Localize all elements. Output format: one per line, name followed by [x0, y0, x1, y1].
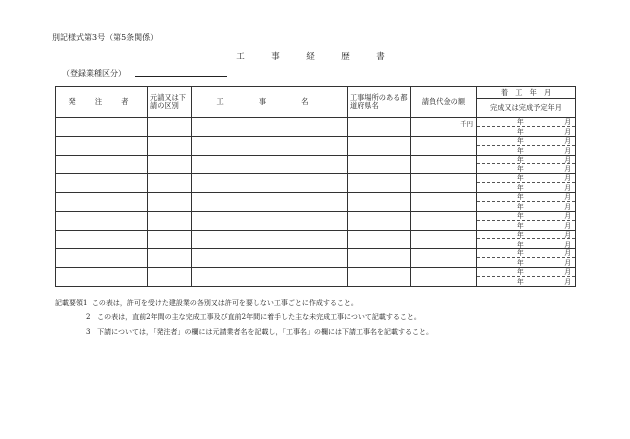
table-body [56, 118, 576, 287]
start-date-line[interactable] [477, 268, 575, 277]
year-label: 年 [517, 278, 524, 287]
year-label: 年 [517, 240, 524, 249]
note-2-text: この表は，直前2年間の主な完成工事及び直前2年間に着手した主な未完成工事について記載すること。 [97, 313, 421, 321]
start-date-line[interactable] [477, 212, 575, 221]
start-date-line[interactable] [477, 174, 575, 183]
table-row [56, 230, 576, 249]
completion-date-line[interactable] [477, 239, 575, 248]
date-cell[interactable] [477, 174, 576, 193]
amount-cell[interactable] [411, 193, 477, 212]
month-label: 月 [564, 127, 571, 136]
location-cell[interactable] [348, 136, 411, 155]
amount-cell[interactable] [411, 118, 477, 137]
year-label: 年 [517, 249, 524, 258]
header-prime-sub: 元請又は下請の区別 [148, 87, 192, 118]
year-label: 年 [517, 259, 524, 268]
client-cell[interactable] [56, 193, 148, 212]
amount-cell[interactable] [411, 136, 477, 155]
year-label: 年 [517, 211, 524, 220]
completion-date-line[interactable] [477, 258, 575, 267]
prime-sub-cell[interactable] [148, 193, 192, 212]
table-row [56, 211, 576, 230]
date-cell[interactable] [477, 249, 576, 268]
amount-cell[interactable] [411, 155, 477, 174]
note-1 [55, 298, 358, 308]
year-label: 年 [517, 136, 524, 145]
table-row [56, 136, 576, 155]
amount-cell[interactable] [411, 268, 477, 287]
note-2 [86, 312, 421, 322]
location-cell[interactable] [348, 211, 411, 230]
location-cell[interactable] [348, 230, 411, 249]
month-label: 月 [564, 230, 571, 239]
month-label: 月 [564, 240, 571, 249]
client-cell[interactable] [56, 230, 148, 249]
form-code: 別記様式第3号（第5条関係） [52, 33, 159, 42]
start-date-line[interactable] [477, 231, 575, 240]
month-label: 月 [564, 136, 571, 145]
year-label: 年 [517, 203, 524, 212]
note-1-text: この表は，許可を受けた建設業の各別又は許可を要しない工事ごとに作成すること。 [91, 299, 358, 307]
month-label: 月 [564, 155, 571, 164]
date-cell[interactable] [477, 230, 576, 249]
start-date-line[interactable] [477, 156, 575, 165]
year-label: 年 [517, 184, 524, 193]
year-label: 年 [517, 165, 524, 174]
work-name-cell[interactable] [192, 193, 348, 212]
client-cell[interactable] [56, 174, 148, 193]
header-work-name: 工 事 名 [192, 87, 348, 118]
prime-sub-cell[interactable] [148, 268, 192, 287]
table-row [56, 268, 576, 287]
completion-date-line[interactable] [477, 146, 575, 155]
completion-date-line[interactable] [477, 127, 575, 136]
table-row [56, 193, 576, 212]
client-cell[interactable] [56, 155, 148, 174]
work-name-cell[interactable] [192, 118, 348, 137]
year-label: 年 [517, 118, 524, 127]
year-label: 年 [517, 268, 524, 277]
month-label: 月 [564, 211, 571, 220]
document-title: 工 事 経 歴 書 [236, 52, 394, 62]
prime-sub-cell[interactable] [148, 136, 192, 155]
category-label: （登録業種区分） [62, 69, 126, 78]
amount-cell[interactable] [411, 249, 477, 268]
start-date-line[interactable] [477, 193, 575, 202]
year-label: 年 [517, 230, 524, 239]
month-label: 月 [564, 184, 571, 193]
client-cell[interactable] [56, 211, 148, 230]
work-name-cell[interactable] [192, 155, 348, 174]
location-cell[interactable] [348, 155, 411, 174]
client-cell[interactable] [56, 268, 148, 287]
month-label: 月 [564, 146, 571, 155]
header-start: 着 工 年 月 [477, 87, 576, 99]
prime-sub-cell[interactable] [148, 230, 192, 249]
location-cell[interactable] [348, 174, 411, 193]
date-cell[interactable] [477, 211, 576, 230]
location-cell[interactable] [348, 249, 411, 268]
date-cell[interactable] [477, 136, 576, 155]
prime-sub-cell[interactable] [148, 118, 192, 137]
prime-sub-cell[interactable] [148, 249, 192, 268]
table-row [56, 155, 576, 174]
date-cell[interactable] [477, 155, 576, 174]
year-label: 年 [517, 155, 524, 164]
month-label: 月 [564, 165, 571, 174]
prime-sub-cell[interactable] [148, 155, 192, 174]
table-row [56, 249, 576, 268]
table-row [56, 174, 576, 193]
start-date-line[interactable] [477, 137, 575, 146]
location-cell[interactable] [348, 268, 411, 287]
header-location: 工事場所のある都道府県名 [348, 87, 411, 118]
year-label: 年 [517, 193, 524, 202]
start-date-line[interactable] [477, 249, 575, 258]
table-row [56, 118, 576, 137]
header-amount: 請負代金の額 [411, 87, 477, 118]
location-cell[interactable] [348, 193, 411, 212]
location-cell[interactable] [348, 118, 411, 137]
completion-date-line[interactable] [477, 202, 575, 211]
work-name-cell[interactable] [192, 268, 348, 287]
date-cell[interactable] [477, 268, 576, 287]
note-3 [86, 327, 433, 337]
month-label: 月 [564, 278, 571, 287]
year-label: 年 [517, 146, 524, 155]
work-name-cell[interactable] [192, 174, 348, 193]
completion-date-line[interactable] [477, 164, 575, 173]
month-label: 月 [564, 193, 571, 202]
amount-cell[interactable] [411, 230, 477, 249]
amount-cell[interactable] [411, 211, 477, 230]
work-name-cell[interactable] [192, 211, 348, 230]
header-client: 発 注 者 [56, 87, 148, 118]
work-history-table [55, 86, 576, 287]
year-label: 年 [517, 221, 524, 230]
year-label: 年 [517, 174, 524, 183]
month-label: 月 [564, 221, 571, 230]
year-label: 年 [517, 127, 524, 136]
completion-date-line[interactable] [477, 183, 575, 192]
work-name-cell[interactable] [192, 249, 348, 268]
amount-unit: 千円 [460, 120, 473, 128]
prime-sub-cell[interactable] [148, 174, 192, 193]
note-2-number: 2 [86, 313, 91, 321]
start-date-line[interactable] [477, 118, 575, 127]
month-label: 月 [564, 268, 571, 277]
completion-date-line[interactable] [477, 221, 575, 230]
work-name-cell[interactable] [192, 230, 348, 249]
amount-cell[interactable] [411, 174, 477, 193]
client-cell[interactable] [56, 249, 148, 268]
completion-date-line[interactable] [477, 277, 575, 286]
notes-heading: 記載要領1 [55, 299, 88, 307]
month-label: 月 [564, 203, 571, 212]
month-label: 月 [564, 118, 571, 127]
prime-sub-cell[interactable] [148, 211, 192, 230]
note-3-text: 下請については，「発注者」の欄には元請業者名を記載し，「工事名」の欄には下請工事名を記載すること。 [97, 328, 434, 336]
month-label: 月 [564, 249, 571, 258]
header-completion: 完成又は完成予定年月 [477, 99, 576, 118]
client-cell[interactable] [56, 118, 148, 137]
category-input-line[interactable] [135, 76, 227, 77]
work-name-cell[interactable] [192, 136, 348, 155]
date-cell[interactable] [477, 118, 576, 137]
date-cell[interactable] [477, 193, 576, 212]
client-cell[interactable] [56, 136, 148, 155]
month-label: 月 [564, 259, 571, 268]
note-3-number: 3 [86, 328, 91, 336]
month-label: 月 [564, 174, 571, 183]
